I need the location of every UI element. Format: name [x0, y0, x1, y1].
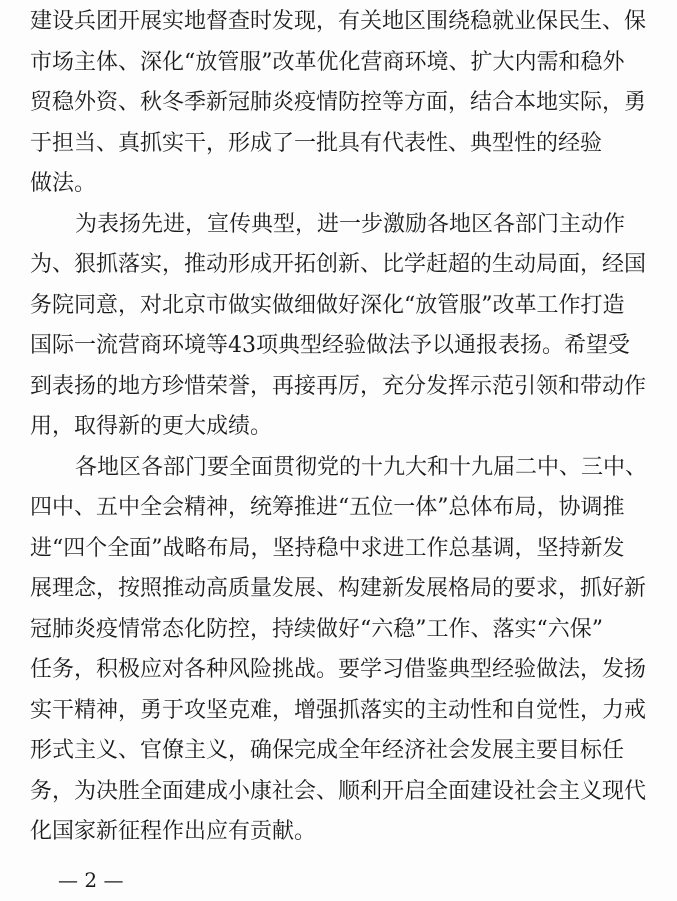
paragraph-3-line-3: 进“四个全面”战略布局，坚持稳中求进工作总基调，坚持新发 — [30, 536, 625, 561]
paragraph-3-line-10: 化国家新征程作出应有贡献。 — [30, 819, 317, 844]
paragraph-1-line-2: 市场主体、深化“放管服”改革优化营商环境、扩大内需和稳外 — [30, 50, 625, 75]
paragraph-3-line-5: 冠肺炎疫情常态化防控，持续做好“六稳”工作、落实“六保” — [30, 617, 603, 642]
paragraph-1-line-5: 做法。 — [30, 171, 97, 196]
paragraph-2-line-5: 到表扬的地方珍惜荣誉，再接再厉，充分发挥示范引领和带动作 — [30, 374, 647, 399]
paragraph-3-line-4: 展理念，按照推动高质量发展、构建新发展格局的要求，抓好新 — [30, 576, 647, 601]
paragraph-3-line-9: 务，为决胜全面建成小康社会、顺利开启全面建设社会主义现代 — [30, 779, 647, 804]
paragraph-1-line-3: 贸稳外资、秋冬季新冠肺炎疫情防控等方面，结合本地实际，勇 — [30, 90, 647, 115]
paragraph-1-line-1: 建设兵团开展实地督查时发现，有关地区围绕稳就业保民生、保 — [30, 9, 647, 34]
paragraph-2-line-6: 用，取得新的更大成绩。 — [30, 414, 273, 439]
paragraph-3-line-7: 实干精神，勇于攻坚克难，增强抓落实的主动性和自觉性，力戒 — [30, 698, 647, 723]
paragraph-2-line-2: 为、狠抓落实，推动形成开拓创新、比学赶超的生动局面，经国 — [30, 252, 647, 277]
paragraph-3-line-1: 各地区各部门要全面贯彻党的十九大和十九届二中、三中、 — [75, 455, 648, 480]
page-number: — 2 — — [58, 868, 124, 892]
paragraph-2-line-4: 国际一流营商环境等43项典型经验做法予以通报表扬。希望受 — [30, 333, 630, 358]
paragraph-2-line-1: 为表扬先进，宣传典型，进一步激励各地区各部门主动作 — [75, 212, 626, 237]
paragraph-3-line-6: 任务，积极应对各种风险挑战。要学习借鉴典型经验做法，发扬 — [30, 657, 647, 682]
paragraph-1-line-4: 于担当、真抓实干，形成了一批具有代表性、典型性的经验 — [30, 131, 603, 156]
paragraph-2-line-3: 务院同意，对北京市做实做细做好深化“放管服”改革工作打造 — [30, 293, 625, 318]
paragraph-3-line-8: 形式主义、官僚主义，确保完成全年经济社会发展主要目标任 — [30, 738, 625, 763]
paragraph-3-line-2: 四中、五中全会精神，统筹推进“五位一体”总体布局，协调推 — [30, 495, 625, 520]
